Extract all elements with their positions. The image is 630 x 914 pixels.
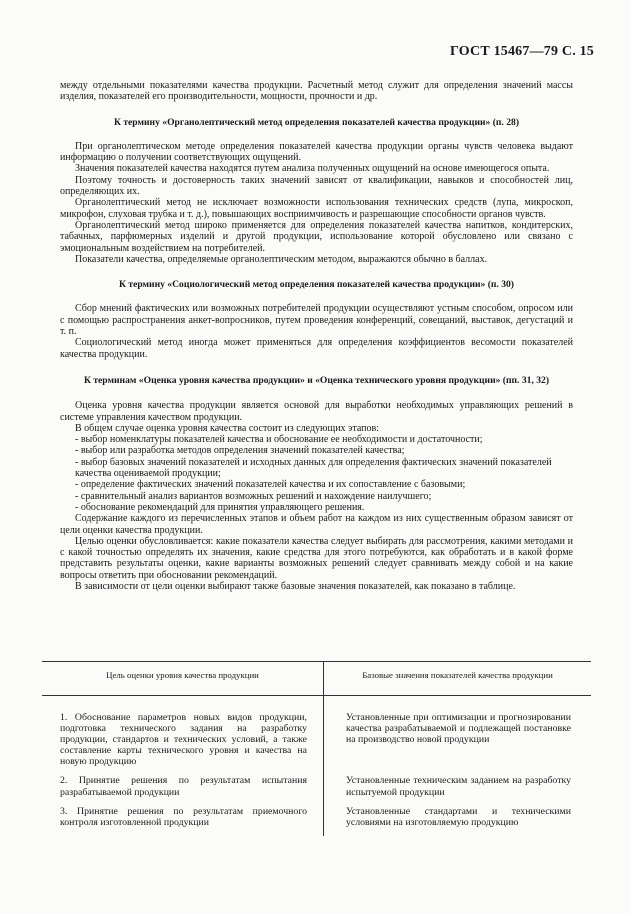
column-header-base-values: Базовые значения показателей качества продукции <box>324 662 592 696</box>
paragraph: Органолептический метод не исключает возможности использования технических средств (лупа, микроскоп, микрофон, слуховая трубка и т. д.), повышающих восприимчивость и разрешающие способности органов чувств. <box>60 197 573 220</box>
paragraph: Поэтому точность и достоверность таких значений зависят от квалификации, навыков и способностей лиц, определяющих их. <box>60 174 573 198</box>
table-row <box>42 696 591 776</box>
paragraph: В общем случае оценка уровня качества состоит из следующих этапов: <box>75 422 379 434</box>
section-heading-quality-assessment: К терминам «Оценка уровня качества продукции» и «Оценка технического уровня продукции» (пп. 31, 32) <box>83 374 550 386</box>
table-cell-base: Установленные при оптимизации и прогнозировании качества разрабатываемой и подлежащей постановке на производство новой продукции <box>346 712 571 746</box>
list-item: - выбор базовых значений показателей и исходных данных для определения фактических значений показателей качества оцениваемой продукции; <box>75 456 552 480</box>
paragraph: Целью оценки обусловливается: какие показатели качества следует выбирать для рассмотрения, какими методами и с какой точностью определять их значения, какие средства для этого потребуются, как обработать и в какой форме представить результаты оценки, какие варианты возможных решений следует сравнивать между собой и на какие вопросы ответить при обосновании рекомендаций. <box>60 535 573 581</box>
table-cell-base: Установленные техническим заданием на разработку испытуемой продукции <box>346 775 571 798</box>
paragraph: Органолептический метод широко применяется для определения показателей качества напитков, кондитерских, табачных, парфюмерных изделий и другой продукции, использование которой обусловлено или связано с эмоциональным воздействием на потребителей. <box>60 219 573 254</box>
table-header-row <box>42 662 591 696</box>
list-item: - обоснование рекомендаций для принятия управляющего решения. <box>75 501 365 513</box>
paragraph: В зависимости от цели оценки выбирают также базовые значения показателей, как показано в таблице. <box>75 580 516 592</box>
paragraph: Социологический метод иногда может применяться для определения коэффициентов весомости показателей качества продукции. <box>60 337 573 360</box>
table-row <box>42 806 591 836</box>
list-item: - выбор или разработка методов определения значений показателей качества; <box>75 445 405 457</box>
list-item: - определение фактических значений показателей качества и их сопоставление с базовыми; <box>75 479 466 491</box>
paragraph: Содержание каждого из перечисленных этапов и объем работ на каждом из них существенным образом зависят от цели оценки качества продукции. <box>60 513 573 536</box>
table-row <box>42 775 591 805</box>
list-item: - выбор номенклатуры показателей качества и обоснование ее необходимости и достаточности; <box>75 434 483 446</box>
document-body <box>60 80 573 592</box>
paragraph: Оценка уровня качества продукции является основой для выработки необходимых управляющих решений в системе управления качеством продукции. <box>60 400 573 423</box>
paragraph: При органолептическом методе определения показателей качества продукции органы чувств человека выдают информацию о получении соответствующих ощущений. <box>60 140 573 164</box>
paragraph: Сбор мнений фактических или возможных потребителей продукции осуществляют устным способом, опросом или с помощью распространения анкет-вопросников, путем проведения конференций, совещаний, выставок, дегустаций и т. п. <box>60 303 573 338</box>
table-cell-goal: 2. Принятие решения по результатам испытания разрабатываемой продукции <box>42 775 324 805</box>
column-header-goal: Цель оценки уровня качества продукции <box>42 662 324 696</box>
section-heading-organoleptic: К термину «Органолептический метод определения показателей качества продукции» (п. 28) <box>113 116 520 128</box>
list-item: - сравнительный анализ вариантов возможных решений и нахождение наилучшего; <box>75 490 432 502</box>
section-heading-sociological: К термину «Социологический метод определения показателей качества продукции» (п. 30) <box>119 279 514 291</box>
table-cell-goal: 3. Принятие решения по результатам приемочного контроля изготовленной продукции <box>42 806 324 836</box>
page-header: ГОСТ 15467—79 С. 15 <box>450 44 594 59</box>
paragraph: Значения показателей качества находятся путем анализа полученных ощущений на основе имеющегося опыта. <box>75 163 550 175</box>
paragraph: Показатели качества, определяемые органолептическим методом, выражаются обычно в баллах. <box>75 253 488 265</box>
intro-paragraph: между отдельными показателями качества продукции. Расчетный метод служит для определения значений массы изделия, показателей его производительности, мощности, прочности и др. <box>60 80 573 103</box>
table-cell-base: Установленные стандартами и техническими условиями на изготовляемую продукцию <box>346 805 571 828</box>
table-cell-goal: 1. Обоснование параметров новых видов продукции, подготовка технического задания на разработку продукции, стандартов и технических условий, а также составление карты технического уровня и качества на новую продукцию <box>42 696 324 776</box>
base-values-table <box>42 661 591 836</box>
